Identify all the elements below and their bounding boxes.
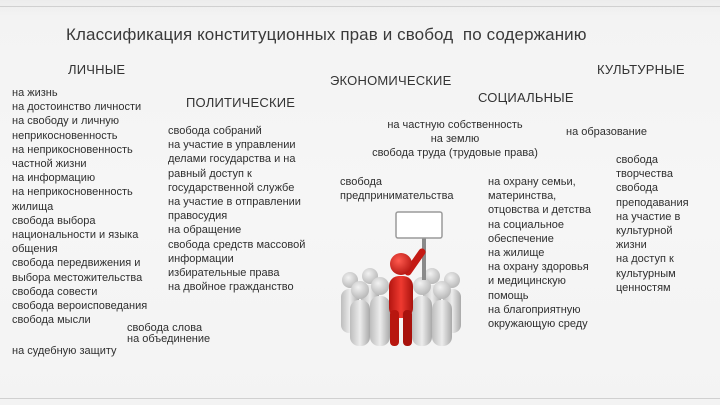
heading-political: ПОЛИТИЧЕСКИЕ [186,95,296,110]
list-item: делами государства и на [168,153,296,166]
list-item: на участие в [616,210,681,223]
heading-social: СОЦИАЛЬНЫЕ [478,90,574,105]
list-item: культурной [616,225,673,238]
economic-private-property: на частную собственность [387,119,523,131]
list-item: частной жизни [12,158,87,171]
list-item: избирательные права [168,267,280,280]
list-item: свобода передвижения и [12,257,141,270]
list-item: национальности и языка [12,229,139,242]
association-right: на объединение [127,333,211,345]
economic-labor: свобода труда (трудовые права) [372,147,538,159]
list-item: жизни [616,239,647,252]
list-item: свобода средств массовой [168,238,306,251]
list-item: выбора местожительства [12,271,143,284]
list-item: правосудия [168,210,228,223]
list-item: свобода [616,182,659,195]
list-item: на социальное [488,218,565,231]
list-item: культурным [616,267,676,280]
economic-rights-list [340,175,453,203]
cultural-rights-list [616,153,689,295]
protest-crowd-illustration [336,210,466,350]
social-rights-list [488,175,591,331]
list-item: на охрану семьи, [488,176,576,188]
list-item: свобода [616,154,659,166]
list-item: и медицинскую [488,275,566,288]
list-item: жилища [12,200,54,213]
economic-land: на землю [430,133,480,145]
list-item: на доступ к [616,253,674,266]
list-item: на информацию [12,172,96,185]
personal-right-judicial: на судебную защиту [12,345,117,357]
list-item: свобода [340,176,383,188]
list-item: свобода совести [12,285,98,298]
list-item: свобода выбора [12,214,96,227]
list-item: на двойное гражданство [168,281,294,294]
slide-title: Классификация конституционных прав и свобод по содержанию [66,25,587,44]
list-item: на неприкосновенность [12,186,133,199]
list-item: на обращение [168,224,242,237]
cultural-education: на образование [566,126,647,138]
list-item: информации [168,252,234,265]
political-rights-list [168,124,305,294]
heading-cultural: КУЛЬТУРНЫЕ [597,62,685,77]
list-item: неприкосновенность [12,129,118,142]
list-item: на жилище [488,247,545,260]
list-item: преподавания [616,196,689,209]
list-item: помощь [488,289,529,302]
list-item: на жизнь [12,87,58,99]
list-item: на участие в управлении [168,139,296,152]
top-rule [0,6,720,7]
bottom-rule [0,398,720,399]
list-item: на достоинство личности [12,101,142,114]
list-item: на благоприятную [488,303,581,316]
list-item: на неприкосновенность [12,143,133,156]
list-item: окружающую среду [488,318,588,331]
list-item: творчества [616,168,673,181]
list-item: предпринимательства [340,190,454,203]
list-item: равный доступ к [168,167,252,180]
list-item: свобода мысли [12,314,91,327]
list-item: отцовства и детства [488,204,592,217]
heading-economic: ЭКОНОМИЧЕСКИЕ [330,73,452,88]
personal-rights-list [12,86,147,327]
list-item: обеспечение [488,232,554,245]
list-item: на свободу и личную [12,115,120,128]
list-item: общения [12,243,58,256]
list-item: на участие в отправлении [168,196,301,209]
list-item: свобода собраний [168,125,262,137]
list-item: на охрану здоровья [488,261,589,274]
list-item: государственной службе [168,181,295,194]
list-item: материнства, [488,190,557,203]
speech-freedom: свобода слова [127,322,203,334]
list-item: ценностям [616,281,671,294]
list-item: свобода вероисповедания [12,300,148,313]
heading-personal: ЛИЧНЫЕ [68,62,126,77]
